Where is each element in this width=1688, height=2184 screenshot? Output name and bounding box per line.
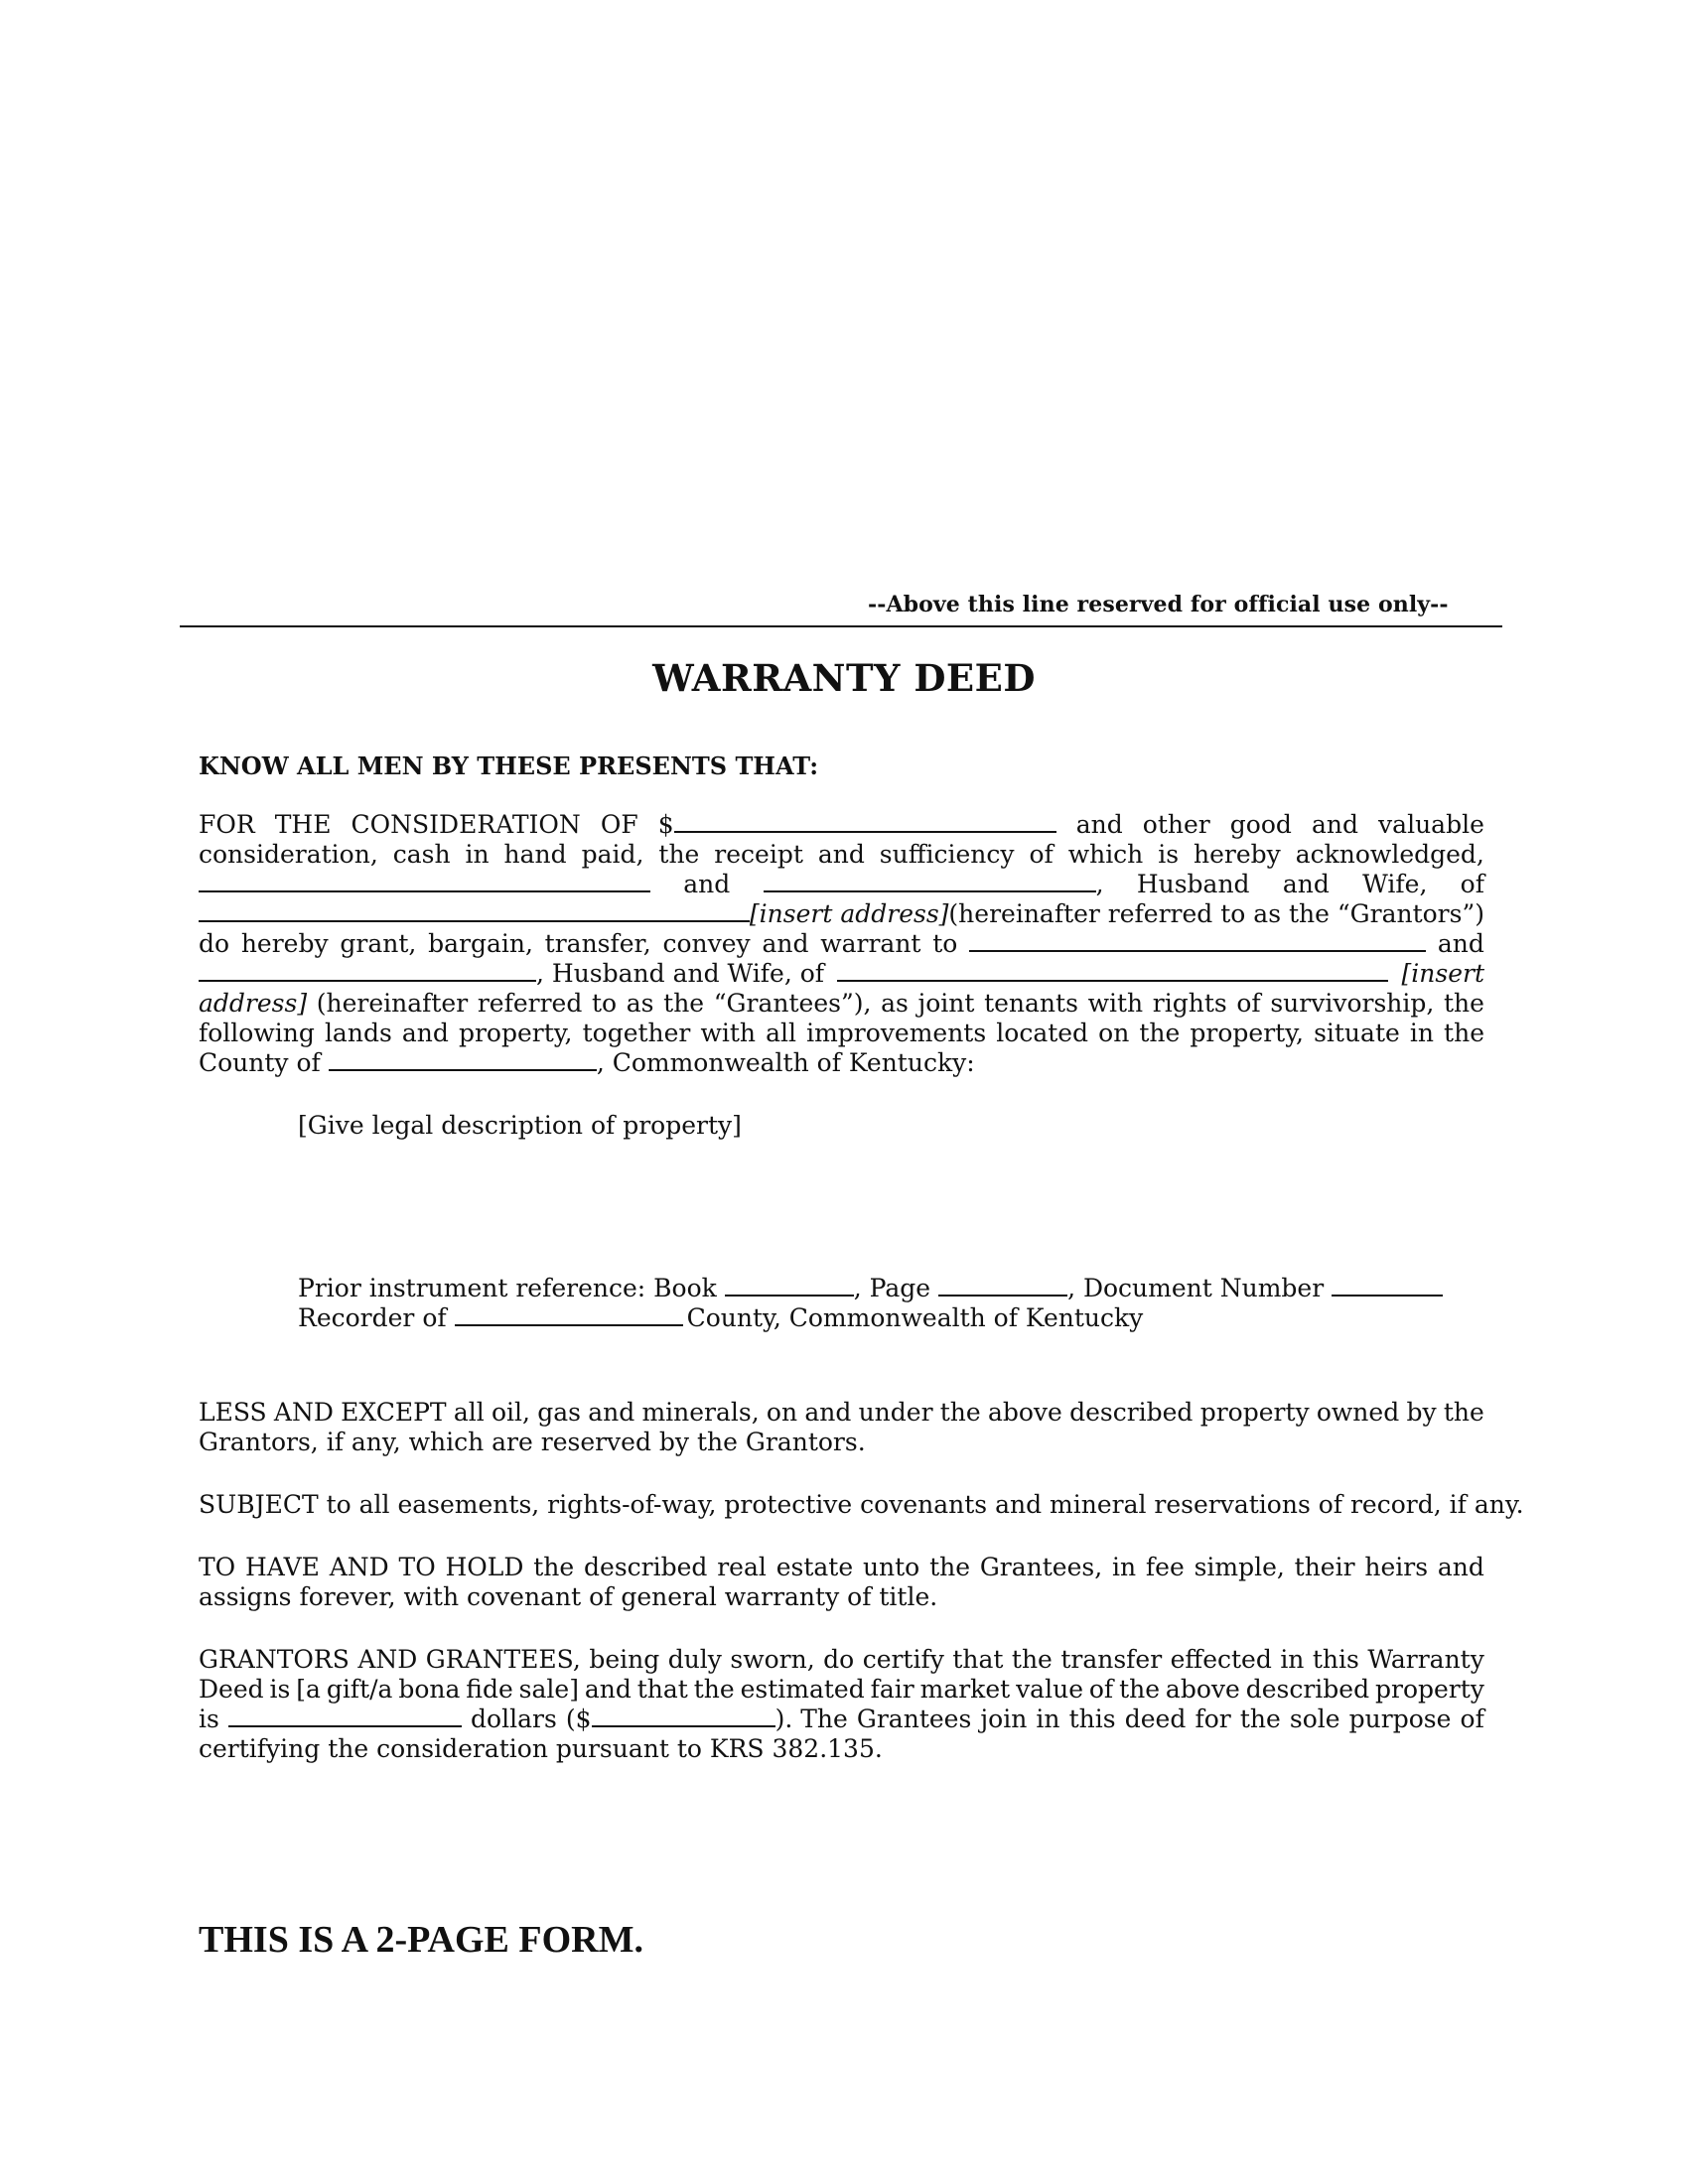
fair-market-value-amount-blank[interactable] [592, 1704, 775, 1727]
consideration-amount-blank[interactable] [674, 809, 1056, 833]
intro-heading: KNOW ALL MEN BY THESE PRESENTS THAT: [199, 751, 819, 780]
prior-instrument-line: Prior instrument reference: Book , Page , Document Number [298, 1273, 1584, 1304]
grantee-address-blank[interactable] [837, 958, 1388, 982]
certification-line-2: Deed is [a gift/a bona fide sale] and that the estimated fair market value of the above described property [199, 1675, 1484, 1704]
consideration-line-5: do hereby grant, bargain, transfer, convey and warrant to and [199, 929, 1484, 958]
consideration-line-8: following lands and property, together with all improvements located on the property, situate in the [199, 1019, 1484, 1047]
grantor-2-name-blank[interactable] [764, 869, 1096, 892]
fair-market-value-words-blank[interactable] [228, 1704, 462, 1727]
certification-line-1: GRANTORS AND GRANTEES, being duly sworn, do certify that the transfer effected in this Warranty [199, 1645, 1484, 1674]
grantee-2-name-blank[interactable] [199, 958, 536, 982]
consideration-line-6: , Husband and Wife, of [insert [199, 958, 1484, 990]
recorder-line: Recorder of County, Commonwealth of Kentucky [298, 1303, 1144, 1332]
consideration-line-4: [insert address] (hereinafter referred to as the “Grantors”) [199, 898, 1484, 930]
consideration-line-3: and , Husband and Wife, of [199, 869, 1484, 900]
consideration-line-9: County of , Commonwealth of Kentucky: [199, 1048, 975, 1077]
consideration-line-2: consideration, cash in hand paid, the receipt and sufficiency of which is hereby acknowledged, [199, 840, 1484, 869]
official-use-note: --Above this line reserved for official use only-- [868, 592, 1449, 617]
page-number-blank[interactable] [938, 1273, 1067, 1297]
less-except-line-1: LESS AND EXCEPT all oil, gas and minerals, on and under the above described property owned by the [199, 1398, 1484, 1427]
grantor-address-blank[interactable] [199, 898, 750, 922]
subject-clause: SUBJECT to all easements, rights-of-way, protective covenants and mineral reservations of record, if any. [199, 1490, 1524, 1519]
habendum-line-1: TO HAVE AND TO HOLD the described real estate unto the Grantees, in fee simple, their heirs and [199, 1553, 1484, 1581]
consideration-line-7: address] (hereinafter referred to as the “Grantees”), as joint tenants with rights of survivorship, the [199, 989, 1484, 1018]
official-use-divider [180, 625, 1502, 627]
legal-description-placeholder: [Give legal description of property] [298, 1111, 742, 1140]
certification-line-3: is dollars ($ ). The Grantees join in this deed for the sole purpose of [199, 1705, 1484, 1733]
two-page-form-notice: THIS IS A 2-PAGE FORM. [199, 1919, 643, 1961]
recorder-county-blank[interactable] [455, 1302, 683, 1326]
book-number-blank[interactable] [725, 1273, 854, 1297]
grantee-1-name-blank[interactable] [969, 928, 1426, 952]
certification-line-4: certifying the consideration pursuant to KRS 382.135. [199, 1734, 883, 1763]
document-number-blank[interactable] [1332, 1273, 1443, 1297]
grantor-1-name-blank[interactable] [199, 869, 650, 892]
less-except-line-2: Grantors, if any, which are reserved by the Grantors. [199, 1428, 866, 1456]
consideration-line-1: FOR THE CONSIDERATION OF $ and other good and valuable [199, 810, 1484, 839]
page-title: WARRANTY DEED [652, 656, 1036, 700]
habendum-line-2: assigns forever, with covenant of general warranty of title. [199, 1582, 938, 1611]
county-name-blank[interactable] [329, 1047, 597, 1071]
